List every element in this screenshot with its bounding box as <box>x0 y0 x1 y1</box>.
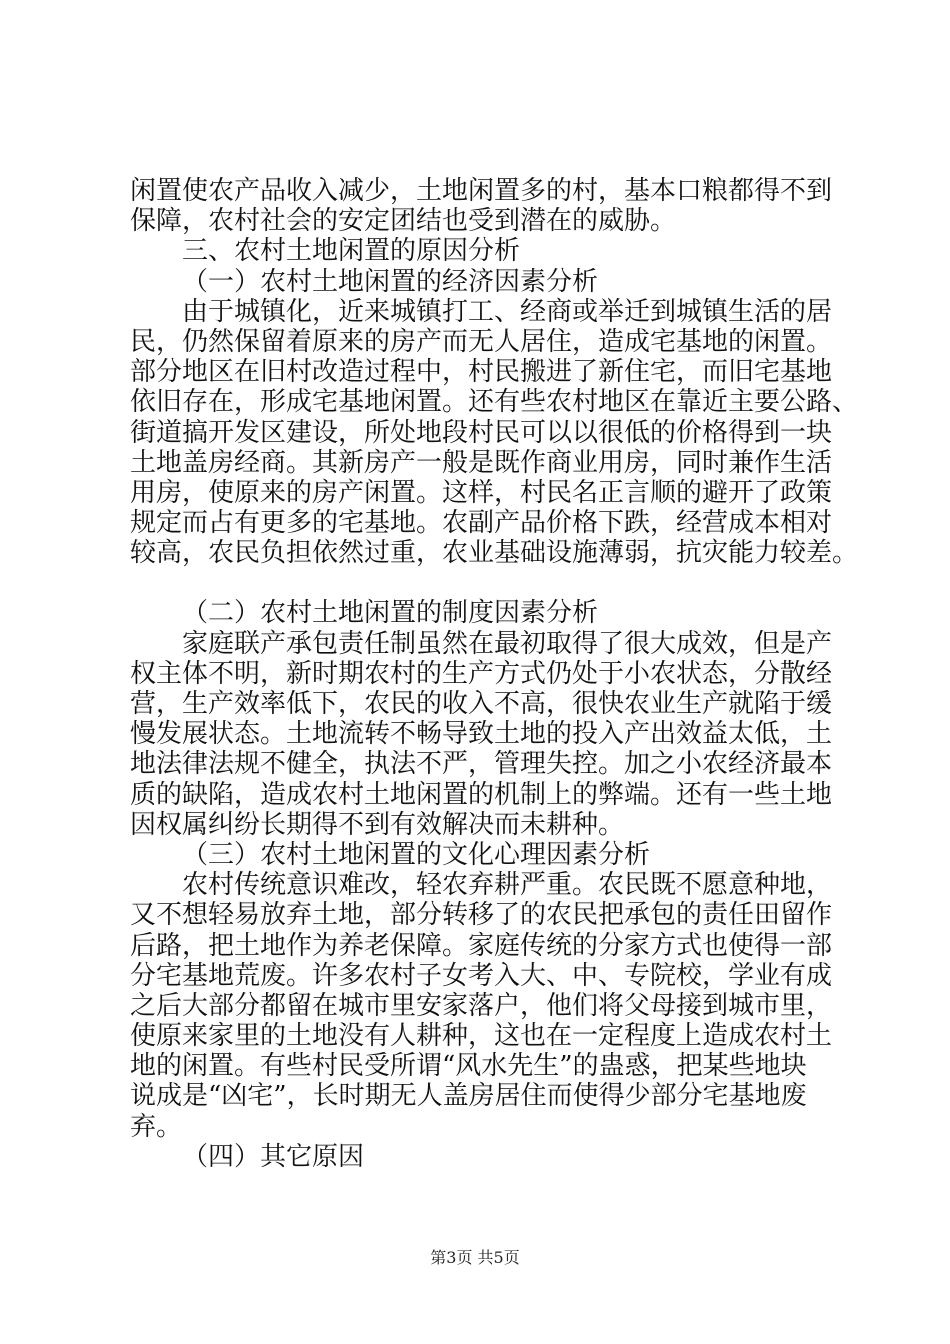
paragraph <box>130 176 850 236</box>
document-body <box>130 176 859 1172</box>
text-line: 因权属纠纷长期得不到有效解决而未耕种。 <box>130 809 625 840</box>
text-line: 使原来家里的土地没有人耕种，这也在一定程度上造成农村土 <box>130 1021 833 1052</box>
text-line: 土地盖房经商。其新房产一般是既作商业用房，同时兼作生活 <box>130 447 833 478</box>
text-line: 农村传统意识难改，轻农弃耕严重。农民既不愿意种地， <box>182 870 833 901</box>
text-line: 之后大部分都留在城市里安家落户，他们将父母接到城市里， <box>130 990 833 1021</box>
text-line: 慢发展状态。土地流转不畅导致土地的投入产出效益太低，土 <box>130 719 833 750</box>
text-line: 部分地区在旧村改造过程中，村民搬进了新住宅，而旧宅基地 <box>130 357 833 388</box>
paragraph-spacer <box>130 568 850 598</box>
text-line: 依旧存在，形成宅基地闲置。还有些农村地区在靠近主要公路、 <box>130 387 859 418</box>
text-line: 家庭联产承包责任制虽然在最初取得了很大成效，但是产 <box>182 628 833 659</box>
text-line: 又不想轻易放弃土地，部分转移了的农民把承包的责任田留作 <box>130 900 833 931</box>
text-line: 后路，把土地作为养老保障。家庭传统的分家方式也使得一部 <box>130 930 833 961</box>
section-heading <box>130 1142 850 1172</box>
text-line: （二）农村土地闲置的制度因素分析 <box>182 598 599 629</box>
text-line: （四）其它原因 <box>182 1141 365 1172</box>
paragraph <box>130 870 850 1142</box>
text-line: 质的缺陷，造成农村土地闲置的机制上的弊端。还有一些土地 <box>130 779 833 810</box>
text-line: （三）农村土地闲置的文化心理因素分析 <box>182 839 651 870</box>
section-heading <box>130 267 850 297</box>
text-line: 弃。 <box>130 1111 183 1142</box>
text-line: 地的闲置。有些村民受所谓“风水先生”的蛊惑，把某些地块 <box>130 1051 807 1082</box>
text-line: 闲置使农产品收入减少，土地闲置多的村，基本口粮都得不到 <box>130 176 833 206</box>
text-line: 分宅基地荒废。许多农村子女考入大、中、专院校，学业有成 <box>130 960 833 991</box>
text-line: 权主体不明，新时期农村的生产方式仍处于小农状态，分散经 <box>130 658 833 689</box>
text-line: 规定而占有更多的宅基地。农副产品价格下跌，经营成本相对 <box>130 508 833 539</box>
section-heading <box>130 598 850 628</box>
text-line: 较高，农民负担依然过重，农业基础设施薄弱，抗灾能力较差。 <box>130 538 859 569</box>
text-line: 由于城镇化，近来城镇打工、经商或举迁到城镇生活的居 <box>182 296 833 327</box>
paragraph <box>130 629 850 840</box>
text-line: 说成是“凶宅”，长时期无人盖房居住而使得少部分宅基地废 <box>130 1081 807 1112</box>
text-line: 民，仍然保留着原来的房产而无人居住，造成宅基地的闲置。 <box>130 326 833 357</box>
text-line: 街道搞开发区建设，所处地段村民可以以很低的价格得到一块 <box>130 417 833 448</box>
text-line: 用房，使原来的房产闲置。这样，村民名正言顺的避开了政策 <box>130 477 833 508</box>
text-line: 保障，农村社会的安定团结也受到潜在的威胁。 <box>130 206 677 237</box>
section-heading <box>130 236 850 266</box>
page-footer: 第3页 共5页 <box>430 1248 520 1267</box>
text-line: 地法律法规不健全，执法不严，管理失控。加之小农经济最本 <box>130 749 833 780</box>
paragraph <box>130 296 859 569</box>
text-line: （一）农村土地闲置的经济因素分析 <box>182 266 599 297</box>
text-line: 三、农村土地闲置的原因分析 <box>182 236 521 267</box>
section-heading <box>130 840 850 870</box>
text-line: 营，生产效率低下，农民的收入不高，很快农业生产就陷于缓 <box>130 689 833 719</box>
